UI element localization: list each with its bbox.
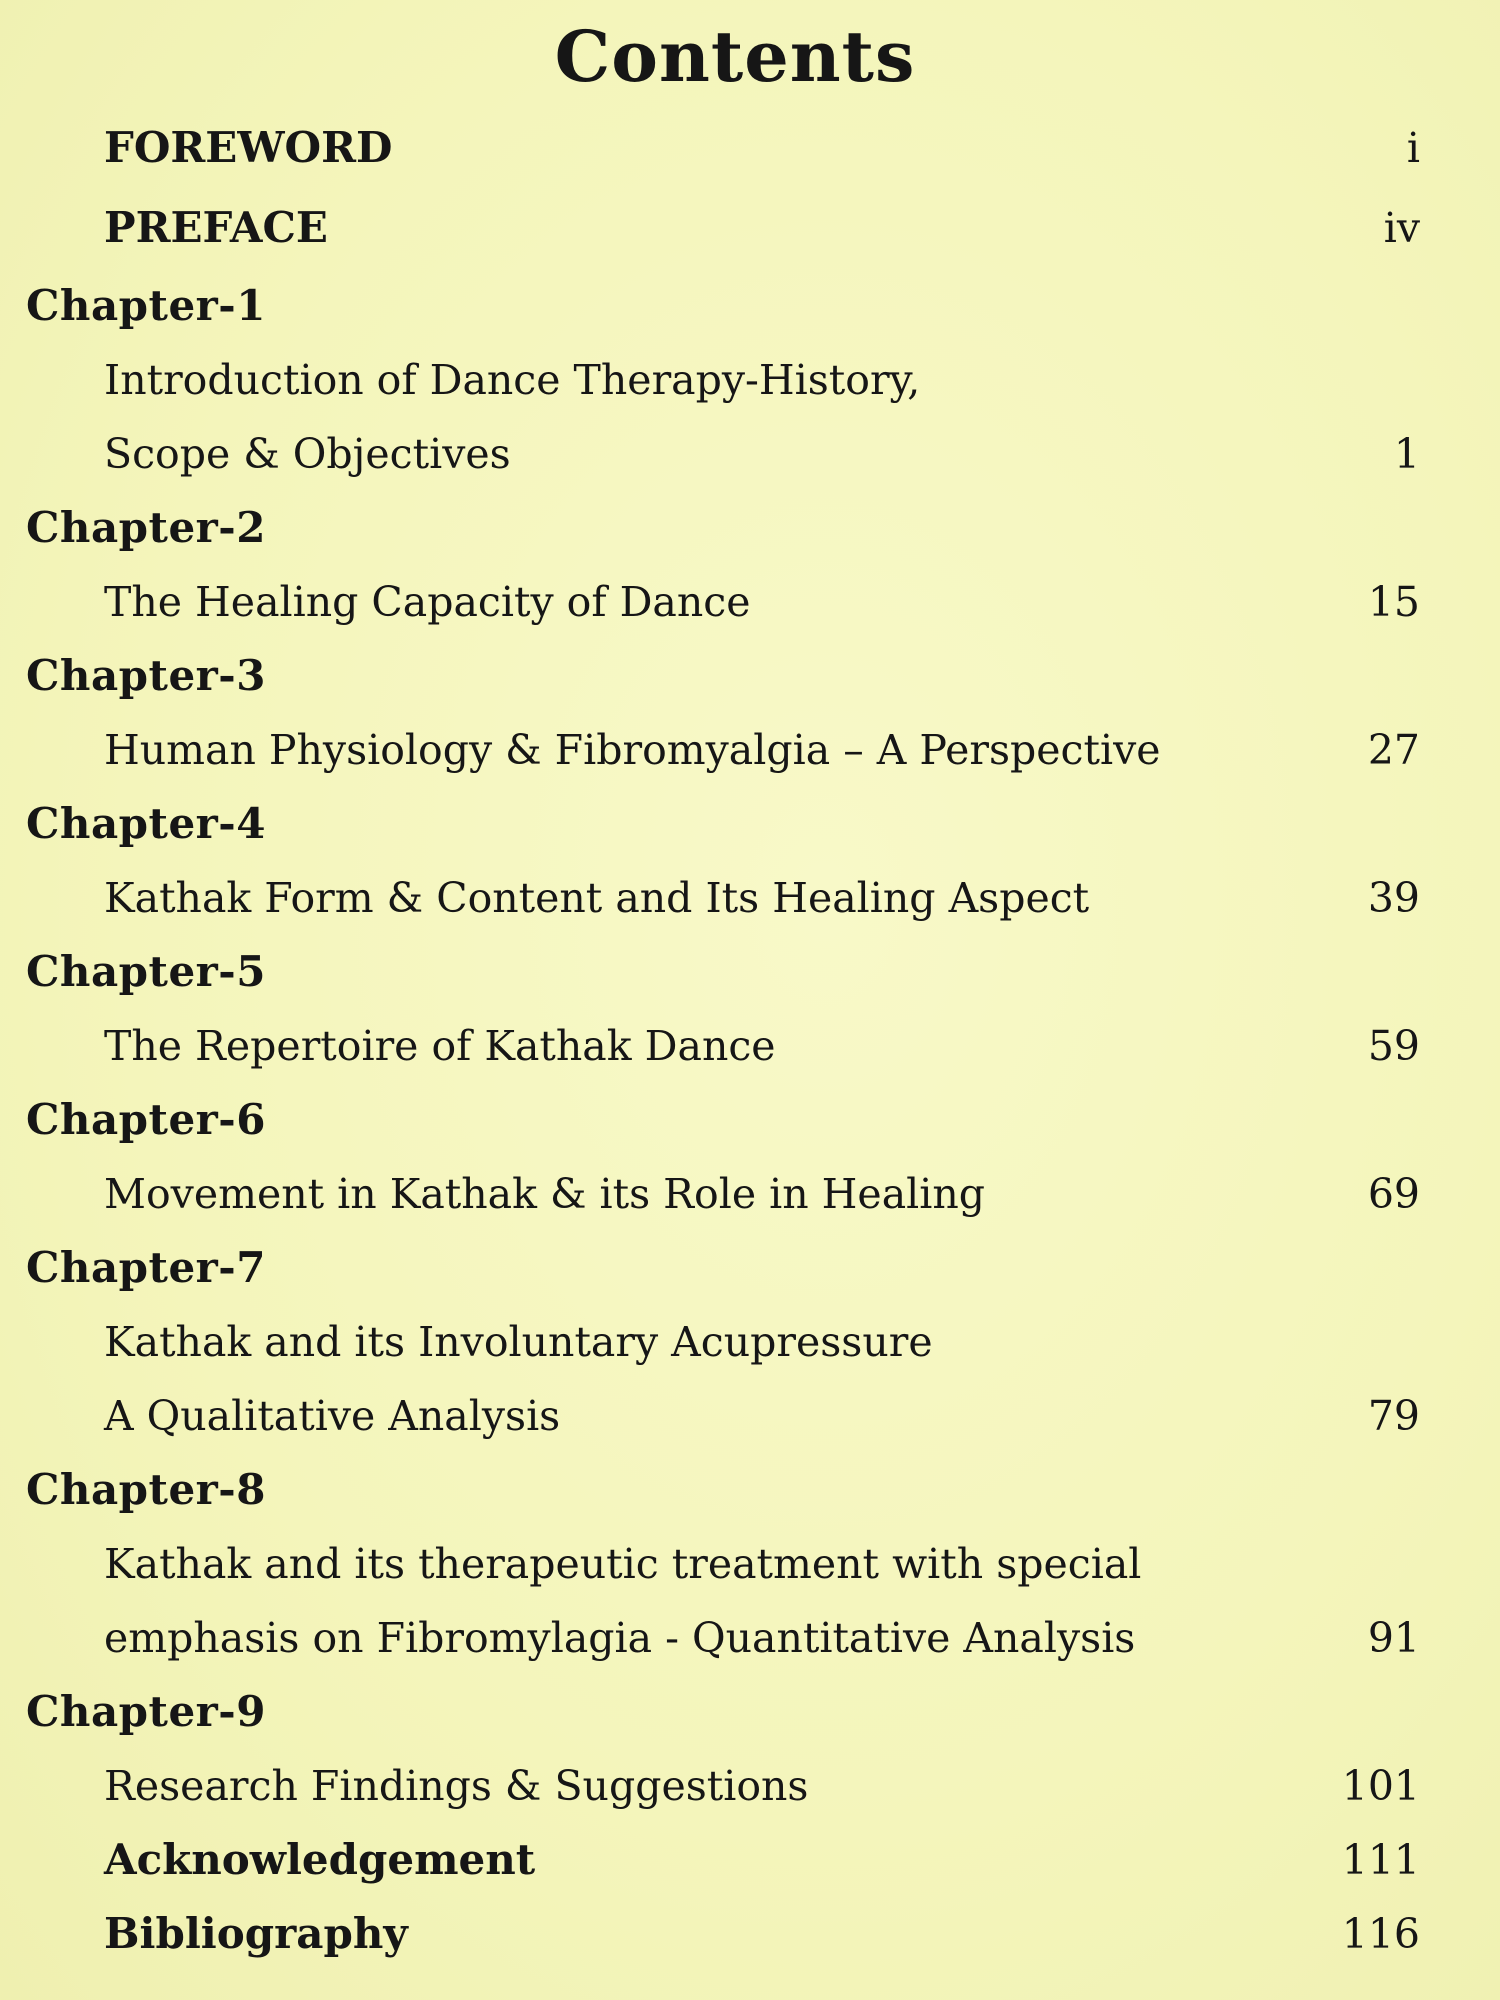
chapter-heading [0,1682,1500,1742]
toc-entry-line [0,1386,1500,1446]
toc-entry-label: emphasis on Fibromylagia - Quantitative Analysis [104,1614,1136,1662]
chapter-heading [0,646,1500,706]
toc-entry-page: 101 [1341,1762,1420,1810]
toc-entry-page: 111 [1341,1836,1420,1884]
chapter-label: Chapter-5 [26,947,266,996]
toc-entry-acknowledgement [0,1830,1500,1890]
page-title: Contents [554,15,916,98]
toc-entry-label: FOREWORD [104,123,393,172]
chapter-heading [0,1090,1500,1150]
toc-entry-line [0,720,1500,780]
toc-entry-line [0,572,1500,632]
chapter-label: Chapter-1 [26,281,266,330]
toc-entry-page: iv [1383,204,1420,252]
toc-entry-page: 59 [1367,1022,1420,1070]
toc-entry-page: i [1406,124,1420,172]
chapter-label: Chapter-7 [26,1243,266,1292]
toc-entry-page: 15 [1367,578,1420,626]
toc-entry-line [0,868,1500,928]
toc-entry-label: Scope & Objectives [104,430,511,478]
toc-entry-label: The Repertoire of Kathak Dance [104,1022,776,1070]
toc-entry-line [0,1164,1500,1224]
chapter-heading [0,942,1500,1002]
chapter-heading [0,794,1500,854]
toc-entry-page: 79 [1367,1392,1420,1440]
toc-entry-bibliography [0,1904,1500,1964]
chapter-label: Chapter-9 [26,1687,266,1736]
toc-entry-label: A Qualitative Analysis [104,1392,561,1440]
toc-entry-line [0,424,1500,484]
toc-entry-page: 116 [1341,1910,1420,1958]
toc-entry-label: PREFACE [104,203,328,252]
chapter-label: Chapter-6 [26,1095,266,1144]
toc-entry-label: Research Findings & Suggestions [104,1762,809,1810]
toc-entry-line [0,1312,1500,1372]
toc-entry-page: 39 [1367,874,1420,922]
toc-entry-label: Acknowledgement [104,1835,536,1884]
toc-entry-page: 69 [1367,1170,1420,1218]
toc-entry-line [0,1534,1500,1594]
toc-entry-line [0,350,1500,410]
chapter-label: Chapter-3 [26,651,266,700]
toc-entry-line [0,1016,1500,1076]
toc-entry-foreword [0,118,1500,178]
chapter-label: Chapter-8 [26,1465,266,1514]
toc-entry-label: Bibliography [104,1909,408,1958]
toc-entry-label: Movement in Kathak & its Role in Healing [104,1170,986,1218]
toc-entry-line [0,1608,1500,1668]
chapter-label: Chapter-4 [26,799,266,848]
toc-entry-label: Introduction of Dance Therapy-History, [104,356,921,404]
toc-entry-label: Kathak and its Involuntary Acupressure [104,1318,933,1366]
chapter-heading [0,498,1500,558]
toc-entry-page: 27 [1367,726,1420,774]
toc-entry-label: The Healing Capacity of Dance [104,578,751,626]
chapter-heading [0,1238,1500,1298]
chapter-heading [0,276,1500,336]
toc-entry-line [0,1756,1500,1816]
toc-entry-page: 91 [1367,1614,1420,1662]
toc-entry-page: 1 [1393,430,1420,478]
toc-entry-label: Kathak and its therapeutic treatment with special [104,1540,1142,1588]
toc-entry-label: Human Physiology & Fibromyalgia – A Perspective [104,726,1161,774]
chapter-heading [0,1460,1500,1520]
chapter-label: Chapter-2 [26,503,266,552]
toc-entry-label: Kathak Form & Content and Its Healing Aspect [104,874,1090,922]
toc-entry-preface [0,198,1500,258]
